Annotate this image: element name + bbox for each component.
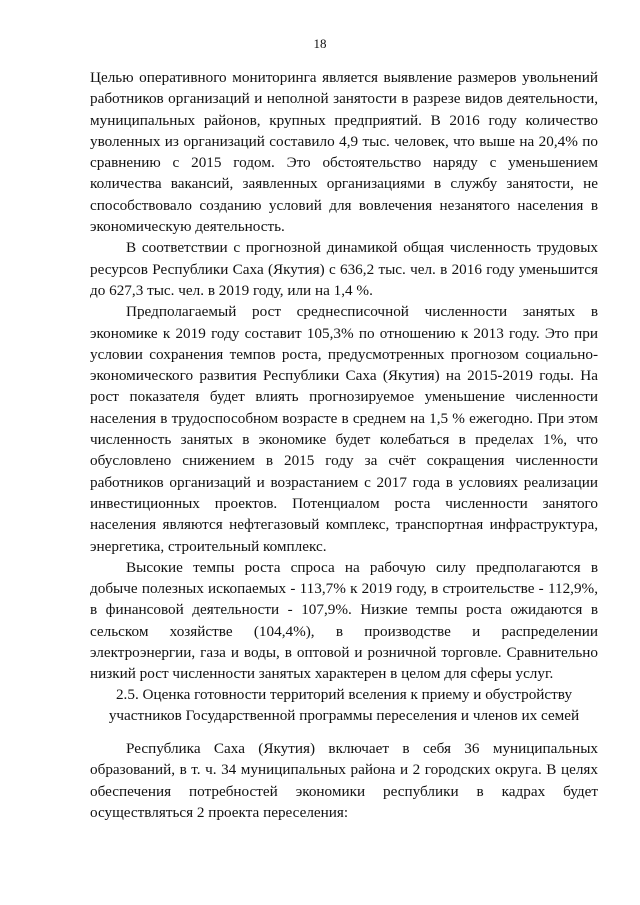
paragraph-labor-demand: Высокие темпы роста спроса на рабочую силу предполагаются в добыче полезных ископаемых - 113,7% к 2019 году, в строительстве - 112,9%, в финансовой деятельности - 107,9%. Низкие темпы роста ожидаются в сельском хозяйстве (104,4%), в производстве и распределении электроэнергии, газа и воды, в оптовой и розничной торговле. Сравнительно низкий рост численности занятых характерен в целом для сферы услуг. xyxy=(90,558,598,683)
page-number: 18 xyxy=(313,36,327,51)
paragraph-employment-growth: Предполагаемый рост среднесписочной численности занятых в экономике к 2019 году составит 105,3% по отношению к 2013 году. Это при условии сохранения темпов роста, предусмотренных прогнозом социально-экономического развития Республики Саха (Якутия) на 2015-2019 годы. На рост показателя будет влиять прогнозируемое уменьшение численности населения в трудоспособном возрасте в среднем на 1,5 % ежегодно. При этом численность занятых в экономике будет колебаться в пределах 1%, что обусловлено снижением в 2015 году за счёт сокращения численности работников организаций и возрастанием с 2017 года в условиях реализации инвестиционных проектов. Потенциалом роста численности занятого населения являются нефтегазовый комплекс, транспортная инфраструктура, энергетика, строительный комплекс. xyxy=(90,303,598,555)
paragraph-labor-resources: В соответствии с прогнозной динамикой общая численность трудовых ресурсов Республики Саха (Якутия) с 636,2 тыс. чел. в 2016 году уменьшится до 627,3 тыс. чел. в 2019 году, или на 1,4 %. xyxy=(90,239,598,299)
paragraph-monitoring: Целью оперативного мониторинга является выявление размеров увольнений работников организаций и неполной занятости в разрезе видов деятельности, муниципальных районов, крупных предприятий. В 2016 году количество уволенных из организаций составило 4,9 тыс. человек, что выше на 20,4% по сравнению с 2015 годом. Это обстоятельство наряду с уменьшением количества вакансий, заявленных организациями в службу занятости, не способствовало созданию условий для вовлечения незанятого населения в экономическую деятельность. xyxy=(90,69,598,236)
section-heading-line-1: 2.5. Оценка готовности территорий вселения к приему и обустройству xyxy=(115,686,573,703)
main-text-block xyxy=(90,67,598,685)
section-heading xyxy=(90,684,598,727)
paragraph-municipalities: Республика Саха (Якутия) включает в себя 36 муниципальных образований, в т. ч. 34 муниципальных района и 2 городских округа. В целях обеспечения потребностей экономики республики в кадрах будет осуществляться 2 проекта переселения: xyxy=(90,740,598,821)
section-text-block xyxy=(90,738,598,823)
section-heading-line-2: участников Государственной программы переселения и членов их семей xyxy=(108,707,580,725)
